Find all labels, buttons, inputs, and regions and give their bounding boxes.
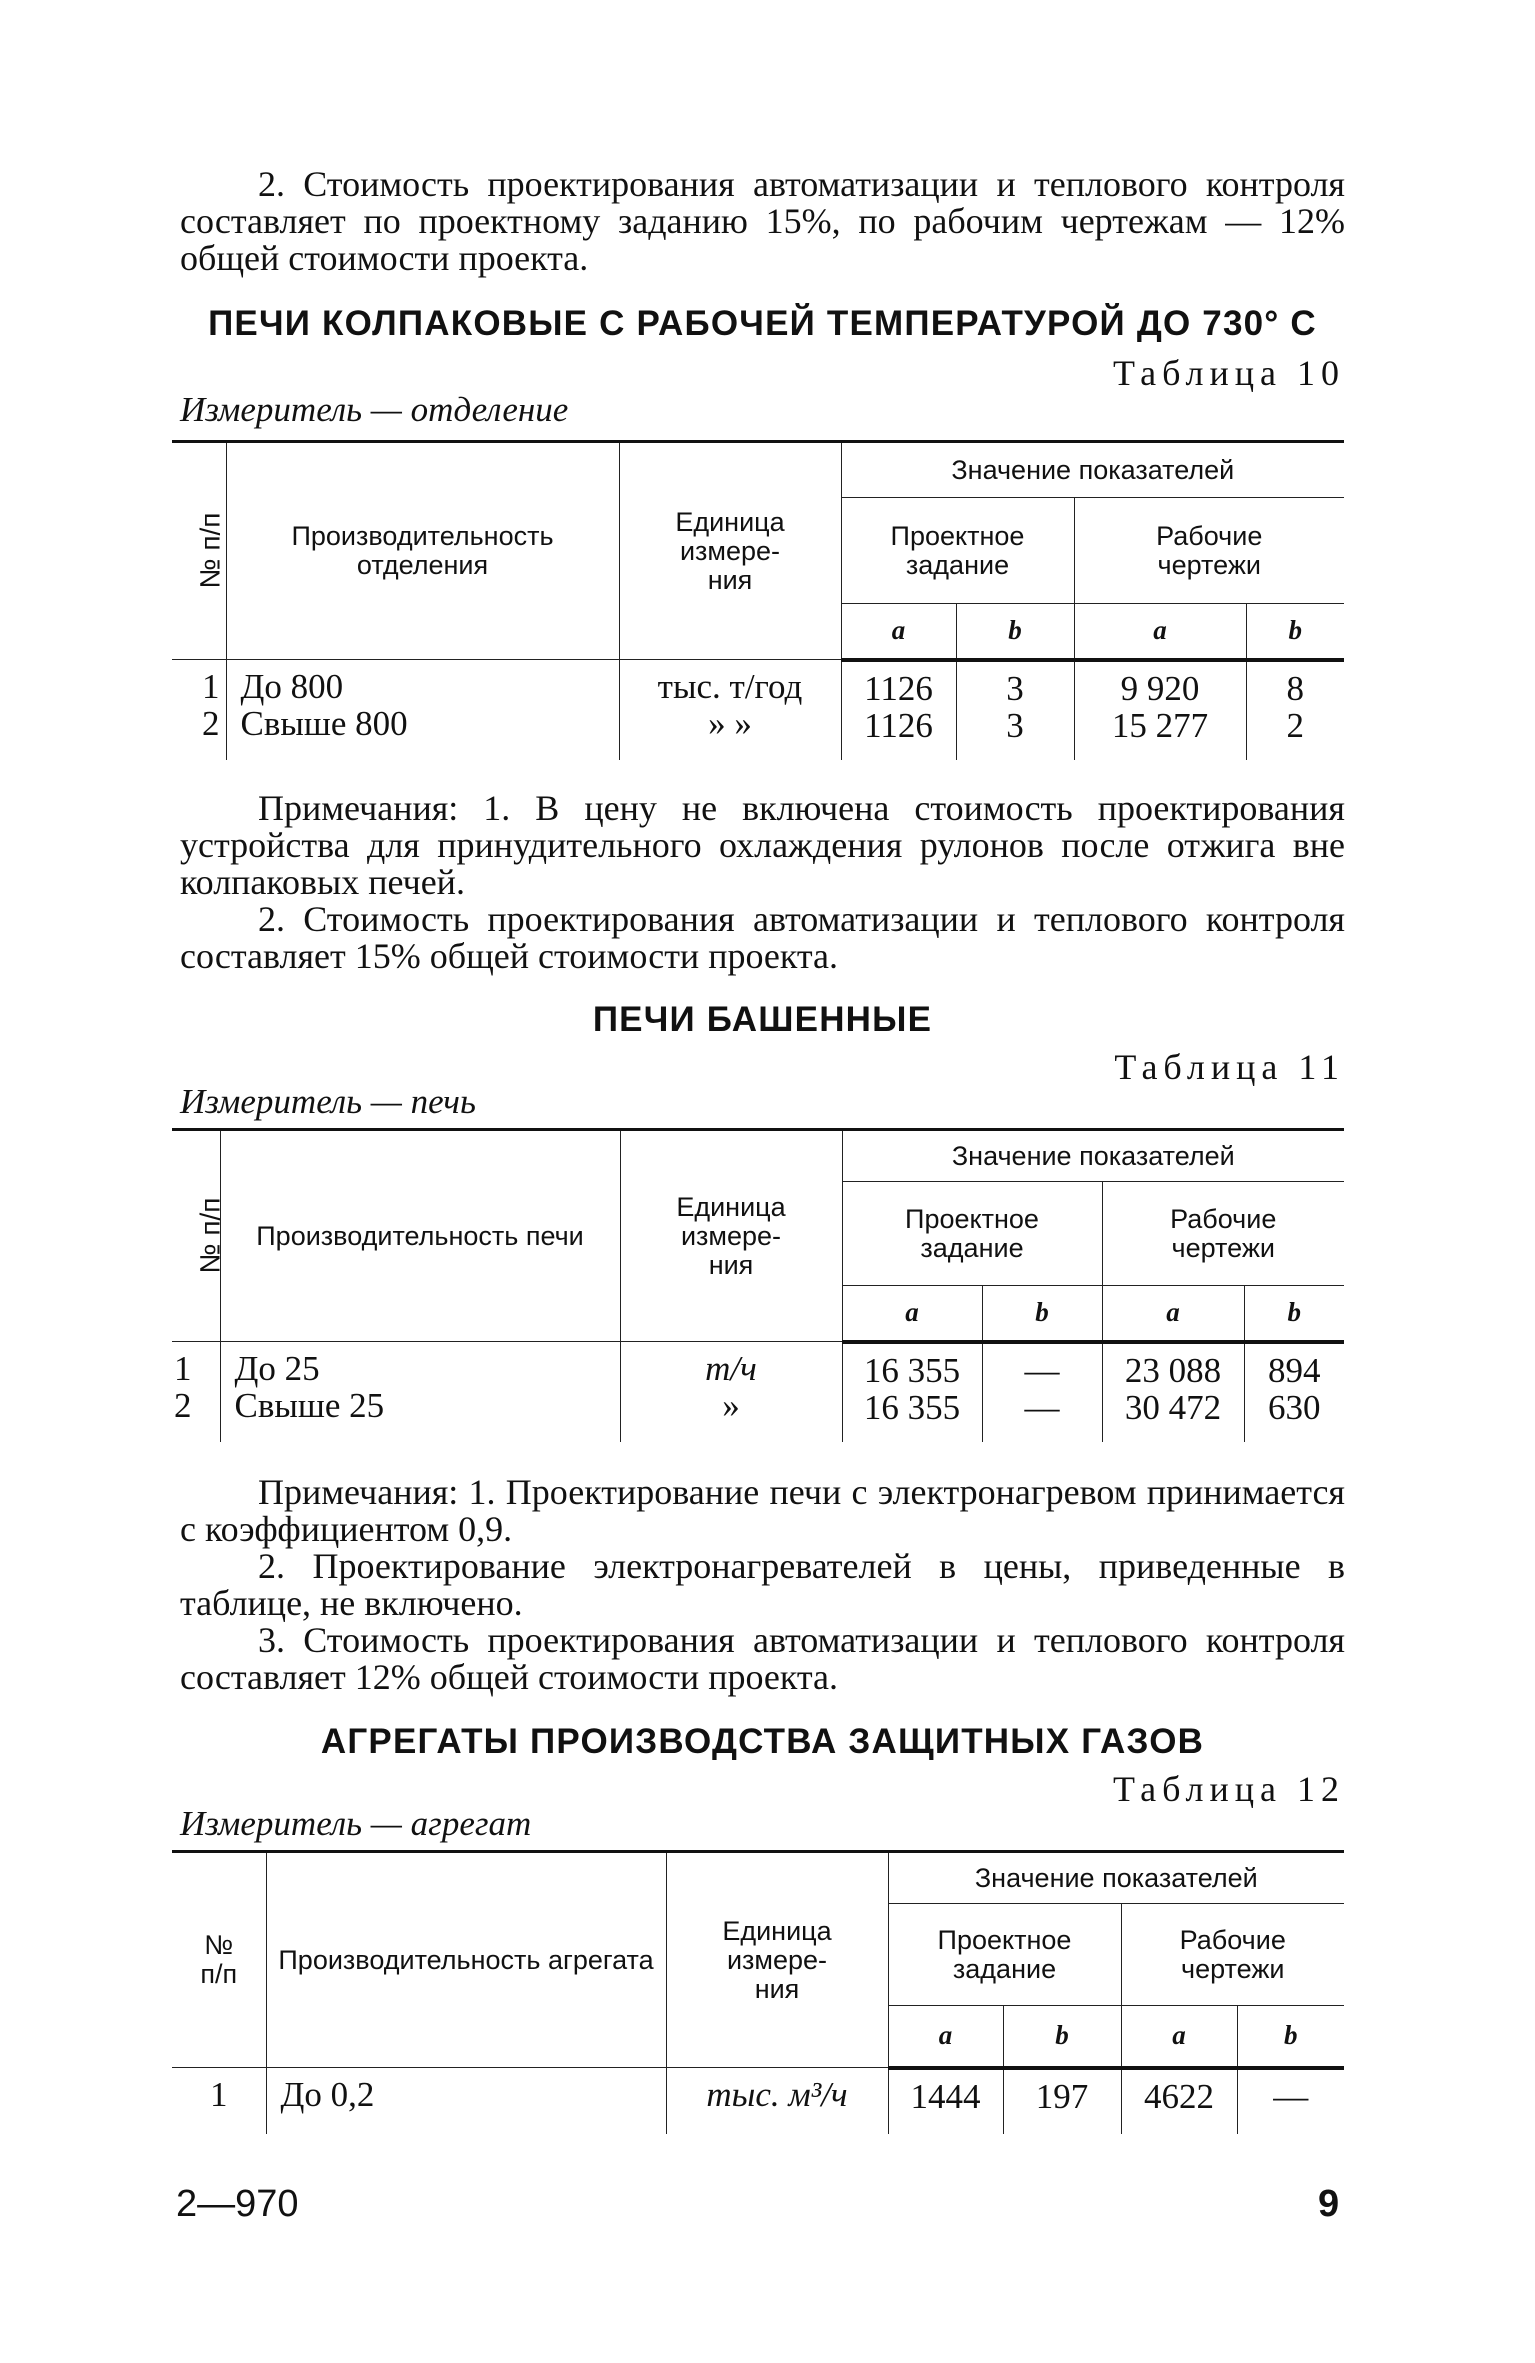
row-num: 1 bbox=[174, 1349, 192, 1388]
row-unit-text: тыс. м³/ч bbox=[706, 2075, 848, 2114]
num-header: № п/п bbox=[194, 1197, 226, 1274]
row-working-b: — bbox=[1237, 2068, 1344, 2134]
sub-b-working: b bbox=[1246, 604, 1344, 660]
row-project-a: 1444 bbox=[888, 2068, 1003, 2134]
table-10-measure: Измеритель — отделение bbox=[180, 390, 569, 429]
section-1-header bbox=[180, 304, 1345, 344]
sub-b-working: b bbox=[1237, 2006, 1344, 2068]
row-perf: Свыше 25 bbox=[234, 1386, 385, 1425]
num-header: № п/п bbox=[194, 512, 226, 589]
sub-a-project: a bbox=[888, 2006, 1003, 2068]
project-header: Проектное задание bbox=[842, 1182, 1102, 1286]
section-3-measure-block bbox=[180, 1804, 1345, 1844]
sub-a-project: a bbox=[842, 1286, 982, 1342]
sub-a-working: a bbox=[1102, 1286, 1244, 1342]
num-header: № п/п bbox=[172, 1852, 266, 2068]
values-header: Значение показателей bbox=[888, 1852, 1344, 1904]
unit-header: Единица измере- ния bbox=[666, 1852, 888, 2068]
row-unit: » bbox=[722, 1386, 740, 1425]
row-perf: До 800 bbox=[240, 667, 344, 706]
section-3-title: АГРЕГАТЫ ПРОИЗВОДСТВА ЗАЩИТНЫХ ГАЗОВ bbox=[320, 1722, 1205, 1761]
row-project-a: 16 355 bbox=[863, 1350, 961, 1390]
perf-cell bbox=[220, 1342, 620, 1442]
row-working-a: 30 472 bbox=[1124, 1387, 1222, 1427]
row-working-b: 8 bbox=[1286, 668, 1304, 708]
num-cell bbox=[172, 660, 226, 760]
intro-note bbox=[180, 166, 1345, 277]
working-b-cell bbox=[1246, 660, 1344, 760]
row-unit: т/ч bbox=[705, 1349, 757, 1388]
row-project-a: 1126 bbox=[864, 705, 933, 745]
num-header-cell bbox=[172, 442, 226, 660]
row-project-a: 1126 bbox=[864, 668, 933, 708]
table-11-measure: Измеритель — печь bbox=[180, 1082, 476, 1121]
perf-header: Производительность печи bbox=[220, 1130, 620, 1342]
section-1-notes bbox=[180, 790, 1345, 975]
table-11-caption: Таблица 11 bbox=[1114, 1047, 1345, 1087]
perf-header: Производительность отделения bbox=[226, 442, 619, 660]
row-project-b: 3 bbox=[1006, 668, 1024, 708]
working-header: Рабочие чертежи bbox=[1102, 1182, 1344, 1286]
values-header: Значение показателей bbox=[842, 1130, 1344, 1182]
sub-a-working: a bbox=[1121, 2006, 1237, 2068]
section-2-measure-block bbox=[180, 1082, 1345, 1122]
unit-header: Единица измере- ния bbox=[619, 442, 841, 660]
sub-b-project: b bbox=[1003, 2006, 1121, 2068]
row-working-a: 15 277 bbox=[1111, 705, 1209, 745]
num-header-cell bbox=[172, 1130, 226, 1342]
row-working-a: 23 088 bbox=[1124, 1350, 1222, 1390]
note: Примечания: 1. Проектирование печи с электронагревом принимается с коэффициентом 0,9. bbox=[180, 1472, 1345, 1549]
row-num: 2 bbox=[174, 1386, 192, 1425]
table-12 bbox=[172, 1850, 1344, 2134]
section-1-title: ПЕЧИ КОЛПАКОВЫЕ С РАБОЧЕЙ ТЕМПЕРАТУРОЙ ДО 730° С bbox=[208, 304, 1317, 343]
row-perf: Свыше 800 bbox=[240, 704, 408, 743]
note: 2. Стоимость проектирования автоматизации и теплового контроля составляет 15% общей стоимости проекта. bbox=[180, 899, 1345, 976]
row-unit: » » bbox=[708, 704, 752, 743]
row-num: 1 bbox=[172, 2068, 266, 2134]
row-project-b: 197 bbox=[1003, 2068, 1121, 2134]
note: 2. Проектирование электронагревателей в цены, приведенные в таблице, не включено. bbox=[180, 1546, 1345, 1623]
row-num: 1 bbox=[202, 667, 220, 706]
note: Примечания: 1. В цену не включена стоимость проектирования устройства для принудительного охлаждения рулонов после отжига вне колпаковых печей. bbox=[180, 788, 1345, 902]
perf-cell bbox=[226, 660, 619, 760]
table-10-caption: Таблица 10 bbox=[1113, 353, 1345, 393]
sub-b-working: b bbox=[1244, 1286, 1344, 1342]
table-10 bbox=[172, 440, 1344, 760]
section-2-title: ПЕЧИ БАШЕННЫЕ bbox=[592, 1000, 933, 1039]
working-header: Рабочие чертежи bbox=[1121, 1904, 1344, 2006]
row-num: 2 bbox=[202, 704, 220, 743]
unit-cell bbox=[620, 1342, 842, 1442]
row-working-b: 894 bbox=[1268, 1350, 1321, 1390]
row-perf: До 0,2 bbox=[266, 2068, 666, 2134]
row-project-b: — bbox=[1024, 1387, 1060, 1427]
working-a-cell bbox=[1102, 1342, 1244, 1442]
footer-code: 2—970 bbox=[176, 2183, 299, 2225]
row-perf: До 25 bbox=[234, 1349, 320, 1388]
page-number: 9 bbox=[1318, 2183, 1340, 2225]
row-unit bbox=[666, 2068, 888, 2134]
working-a-cell bbox=[1074, 660, 1246, 760]
row-unit: тыс. т/год bbox=[657, 667, 803, 706]
project-a-cell bbox=[842, 1342, 982, 1442]
section-3-header bbox=[180, 1722, 1345, 1762]
num-cell bbox=[172, 1342, 220, 1442]
section-1-measure-block bbox=[180, 390, 1345, 430]
project-header: Проектное задание bbox=[841, 498, 1074, 604]
unit-cell bbox=[619, 660, 841, 760]
sub-b-project: b bbox=[982, 1286, 1102, 1342]
note: 3. Стоимость проектирования автоматизации и теплового контроля составляет 12% общей стоимости проекта. bbox=[180, 1620, 1345, 1697]
sub-b-project: b bbox=[956, 604, 1074, 660]
row-working-a: 4622 bbox=[1121, 2068, 1237, 2134]
section-2-notes bbox=[180, 1474, 1345, 1696]
row-working-b: 630 bbox=[1268, 1387, 1321, 1427]
row-project-a: 16 355 bbox=[863, 1387, 961, 1427]
row-working-a: 9 920 bbox=[1120, 668, 1200, 708]
table-12-measure: Измеритель — агрегат bbox=[180, 1804, 532, 1843]
project-a-cell bbox=[841, 660, 956, 760]
row-project-b: 3 bbox=[1006, 705, 1024, 745]
working-header: Рабочие чертежи bbox=[1074, 498, 1344, 604]
perf-header: Производительность агрегата bbox=[266, 1852, 666, 2068]
section-1-caption-block bbox=[180, 352, 1345, 394]
project-b-cell bbox=[956, 660, 1074, 760]
unit-header: Единица измере- ния bbox=[620, 1130, 842, 1342]
row-project-b: — bbox=[1024, 1350, 1060, 1390]
sub-a-working: a bbox=[1074, 604, 1246, 660]
working-b-cell bbox=[1244, 1342, 1344, 1442]
table-11 bbox=[172, 1128, 1344, 1442]
project-header: Проектное задание bbox=[888, 1904, 1121, 2006]
intro-note-text: 2. Стоимость проектирования автоматизации и теплового контроля составляет по проектному заданию 15%, по рабочим чертежам — 12% общей стоимости проекта. bbox=[180, 164, 1345, 278]
row-working-b: 2 bbox=[1286, 705, 1304, 745]
section-2-header bbox=[180, 1000, 1345, 1040]
table-12-caption: Таблица 12 bbox=[1113, 1769, 1345, 1809]
sub-a-project: a bbox=[841, 604, 956, 660]
values-header: Значение показателей bbox=[841, 442, 1344, 498]
project-b-cell bbox=[982, 1342, 1102, 1442]
